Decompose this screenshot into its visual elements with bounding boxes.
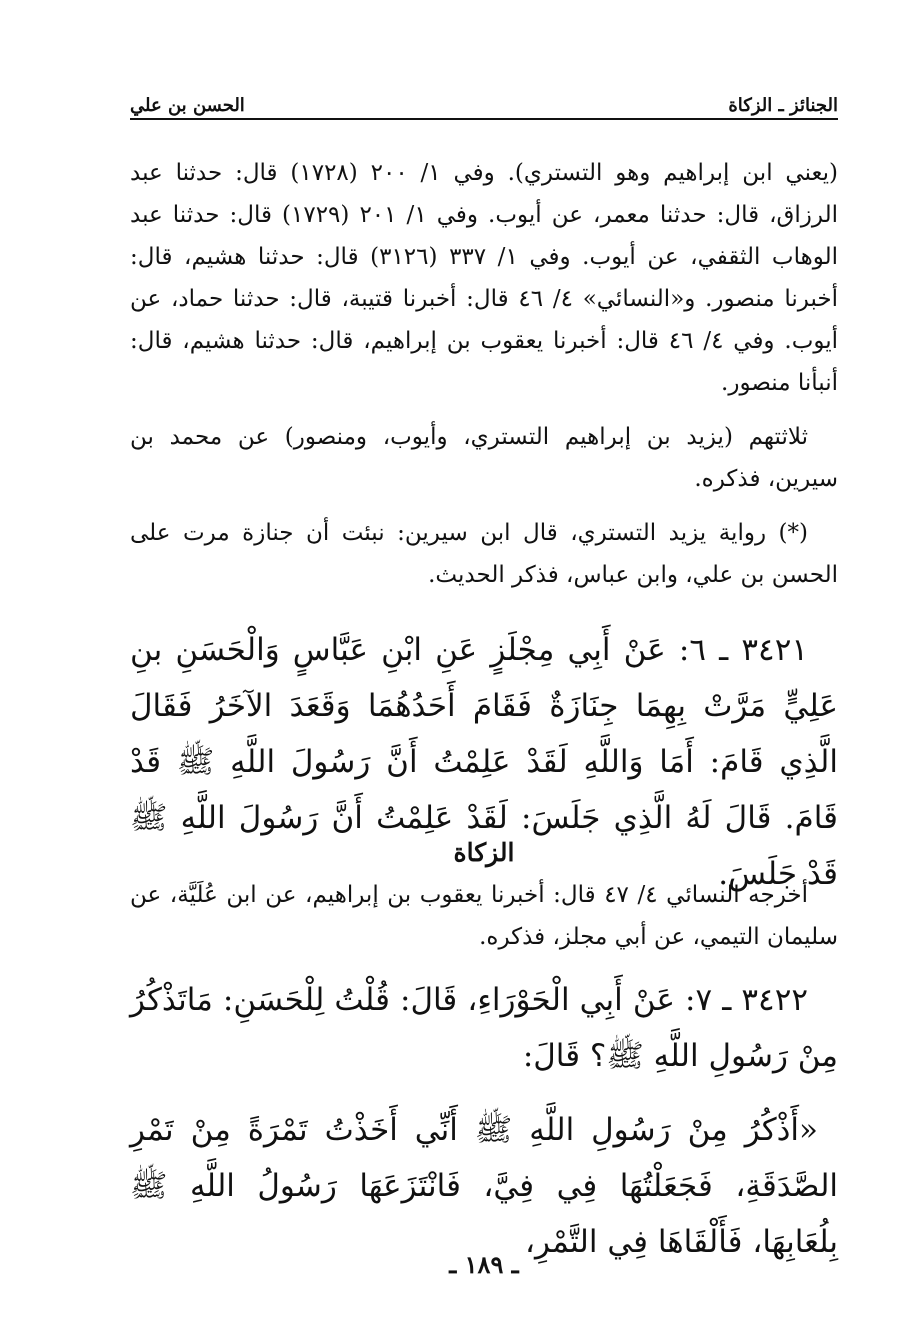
sources-paragraph: (يعني ابن إبراهيم وهو التستري). وفي ١/ ٢٠٠ (١٧٢٨) قال: حدثنا عبد الرزاق، قال: حدثنا معمر، عن أيوب. وفي ١/ ٢٠١ (١٧٢٩) قال: حدثنا عبد الوهاب الثقفي، عن أيوب. وفي ١/ ٣٣٧ (٣١٢٦) قال: حدثنا هشيم، قال: أخبرنا منصور. و«النسائي» ٤/ ٤٦ قال: أخبرنا قتيبة، قال: حدثنا حماد، عن أيوب. وفي ٤/ ٤٦ قال: أخبرنا يعقوب بن إبراهيم، قال: حدثنا هشيم، قال: أنبأنا منصور. — [130, 160, 839, 396]
takhrij-paragraph: أخرجه النسائي ٤/ ٤٧ قال: أخبرنا يعقوب بن إبراهيم، عن ابن عُلَيَّة، عن سليمان التيمي، عن أبي مجلز، فذكره. — [130, 882, 838, 950]
note-paragraph: (*) رواية يزيد التستري، قال ابن سيرين: نبئت أن جنازة مرت على الحسن بن علي، وابن عباس، فذكر الحديث. — [130, 520, 838, 588]
narrators-paragraph: ثلاثتهم (يزيد بن إبراهيم التستري، وأيوب، ومنصور) عن محمد بن سيرين، فذكره. — [130, 424, 838, 492]
hadith-3421: ٣٤٢١ ـ ٦: عَنْ أَبِي مِجْلَزٍ عَنِ ابْنِ عَبَّاسٍ وَالْحَسَنِ بنِ عَلِيٍّ مَرَّتْ بِهِمَا جِنَازَةٌ فَقَامَ أَحَدُهُمَا وَقَعَدَ الآخَرُ فَقَالَ الَّذِي قَامَ: أَمَا وَاللَّهِ لَقَدْ عَلِمْتُ أَنَّ رَسُولَ اللَّهِ ﷺ قَدْ قَامَ. قَالَ لَهُ الَّذِي جَلَسَ: لَقَدْ عَلِمْتُ أَنَّ رَسُولَ اللَّهِ ﷺ قَدْ جَلَسَ. — [130, 632, 838, 892]
hadith-3422: ٣٤٢٢ ـ ٧: عَنْ أَبِي الْحَوْرَاءِ، قَالَ: قُلْتُ لِلْحَسَنِ: مَاتَذْكُرُ مِنْ رَسُولِ اللَّهِ ﷺ؟ قَالَ: — [130, 982, 838, 1074]
running-header — [130, 88, 838, 120]
header-chapter: الجنائز ـ الزكاة — [728, 95, 838, 116]
page-number: ـ ١٨٩ ـ — [449, 1250, 519, 1279]
section-heading: الزكاة — [453, 838, 515, 867]
header-section: الحسن بن علي — [130, 95, 245, 116]
hadith-3422-quote: «أَذْكُرُ مِنْ رَسُولِ اللَّهِ ﷺ أَنِّي أَخَذْتُ تَمْرَةً مِنْ تَمْرِ الصَّدَقَةِ، فَجَعَلْتُهَا فِي فِيَّ، فَانْتَزَعَهَا رَسُولُ اللَّهِ ﷺ بِلُعَابِهَا، فَأَلْقَاهَا فِي التَّمْرِ، — [130, 1112, 838, 1260]
